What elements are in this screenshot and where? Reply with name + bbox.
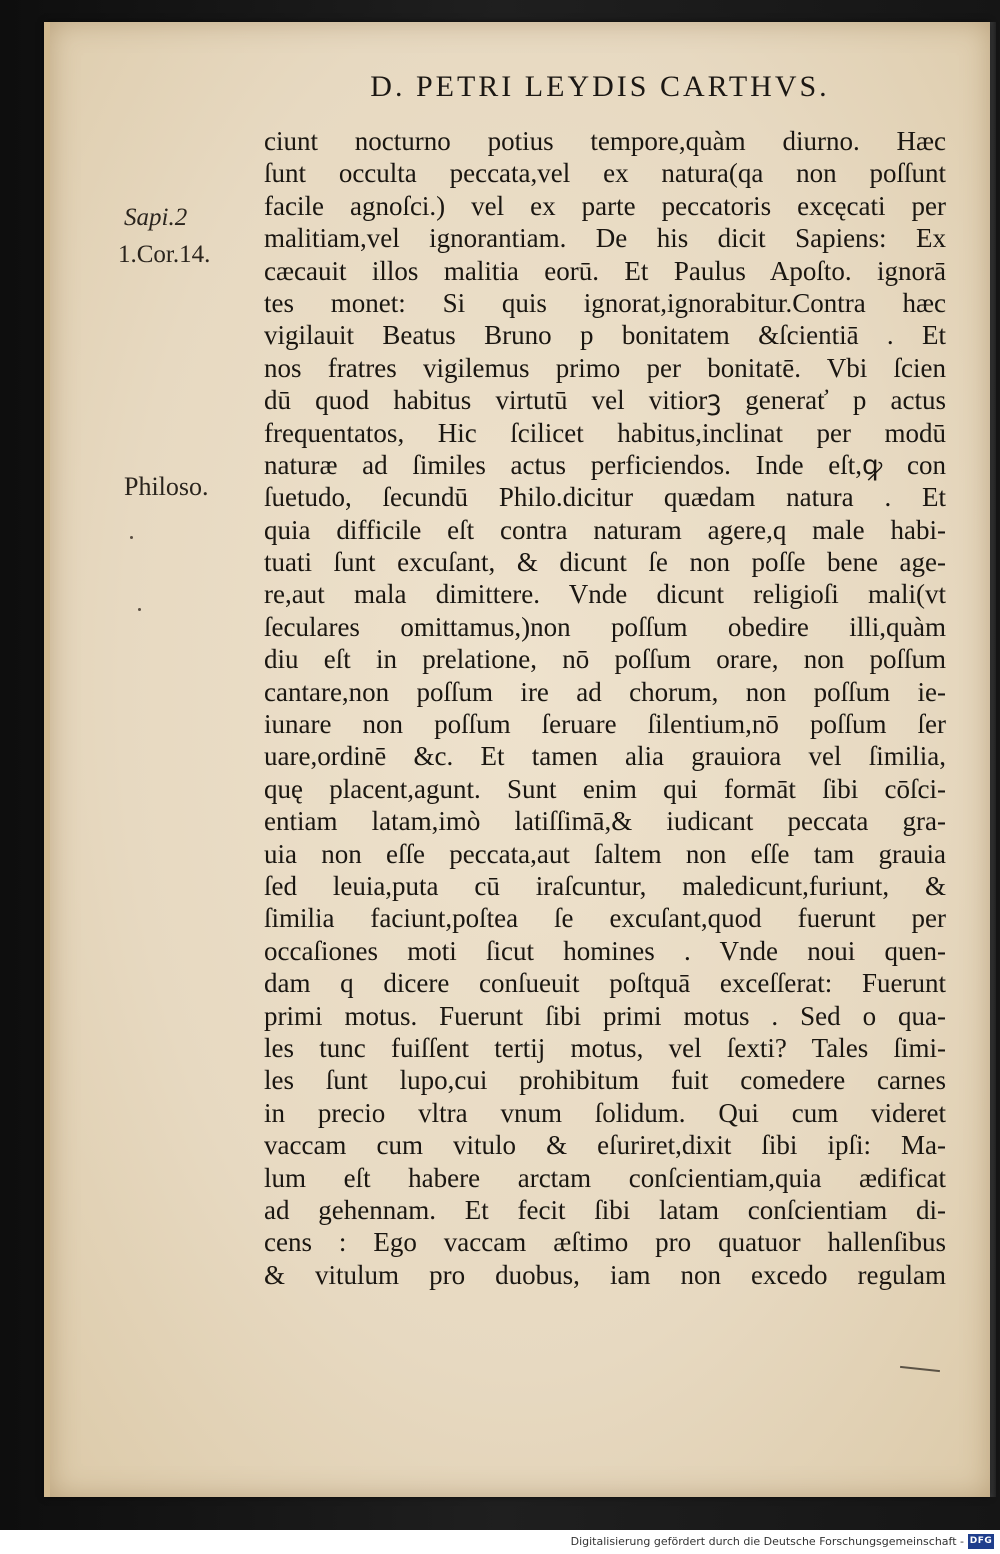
text-line: ad gehennam. Et fecit ſibi latam conſcientiam di- [264,1194,946,1225]
text-line: malitiam,vel ignorantiam. De his dicit Sapiens: Ex [264,223,946,254]
text-line: & vitulum pro duobus, iam non excedo regulam [264,1259,946,1290]
text-line: uia non eſſe peccata,aut ſaltem non eſſe tam grauia [264,838,946,869]
funding-credit: Digitalisierung gefördert durch die Deutsche Forschungsgemeinschaft - [570,1535,964,1548]
text-line: dam q dicere conſueuit poſtquā exceſſerat: Fuerunt [264,968,946,999]
text-line: ſeculares omittamus,)non poſſum obedire illi,quàm [264,611,946,642]
text-line: in precio vltra vnum ſolidum. Qui cum videret [264,1097,946,1128]
text-line: ciunt nocturno potius tempore,quàm diurno. Hæc [264,126,946,156]
text-line: vigilauit Beatus Bruno p bonitatem &ſcientiā . Et [264,320,946,351]
text-line: occaſiones moti ſicut homines . Vnde noui quen- [264,935,946,966]
text-line: ſunt occulta peccata,vel ex natura(qa non poſſunt [264,158,946,189]
text-line: uare,ordinē &c. Et tamen alia grauiora vel ſimilia, [264,741,946,772]
text-line: dū quod habitus virtutū vel vitiorꝫ generať p actus [264,385,946,416]
text-line: re,aut mala dimittere. Vnde dicunt religioſi mali(vt [264,579,946,610]
ink-dot-mark [130,536,133,539]
text-line: quia difficile eſt contra naturam agere,q male habi- [264,514,946,545]
text-line: frequentatos, Hic ſcilicet habitus,inclinat per modū [264,417,946,448]
text-line: tes monet: Si quis ignorat,ignorabitur.Contra hæc [264,287,946,318]
text-line: facile agnoſci.) vel ex parte peccatoris excęcati per [264,190,946,221]
footer-bar [0,1530,1000,1554]
text-line: naturæ ad ſimiles actus perficiendos. Inde eſt,ꝙ con [264,449,946,480]
marginal-note-sapi: Sapi.2 [124,204,188,231]
text-line: entiam latam,imò latiſſimā,& iudicant peccata gra- [264,806,946,837]
text-line: diu eſt in prelatione, nō poſſum orare, non poſſum [264,644,946,675]
text-line: tuati ſunt excuſant, & dicunt ſe non poſſe bene age- [264,547,946,578]
dfg-logo: DFG [968,1534,994,1549]
text-line: cæcauit illos malitia eorū. Et Paulus Apoſto. ignorā [264,255,946,286]
text-line: lum eſt habere arctam conſcientiam,quia ædificat [264,1162,946,1193]
text-line: vaccam cum vitulo & eſuriret,dixit ſibi ipſi: Ma- [264,1130,946,1161]
text-line: iunare non poſſum ſeruare ſilentium,nō poſſum ſer [264,709,946,740]
text-line: cens : Ego vaccam æſtimo pro quatuor hallenſibus [264,1227,946,1258]
ink-dot-mark [138,608,141,611]
marginal-note-philo: Philoso. [124,472,209,501]
text-line: ſed leuia,puta cū iraſcuntur, maledicunt,furiunt, & [264,870,946,901]
text-line: ſimilia faciunt,poſtea ſe excuſant,quod fuerunt per [264,903,946,934]
text-line: primi motus. Fuerunt ſibi primi motus . Sed o qua- [264,1000,946,1031]
running-head: D. PETRI LEYDIS CARTHVS. [370,70,830,103]
text-line: les ſunt lupo,cui prohibitum fuit comedere carnes [264,1065,946,1096]
text-line: les tunc fuiſſent tertij motus, vel ſexti? Tales ſimi- [264,1032,946,1063]
text-line: quę placent,agunt. Sunt enim qui formāt ſibi cōſci- [264,773,946,804]
text-line: nos fratres vigilemus primo per bonitatē. Vbi ſcien [264,352,946,383]
text-line: cantare,non poſſum ire ad chorum, non poſſum ie- [264,676,946,707]
main-text-block [264,125,946,1291]
text-line: ſuetudo, ſecundū Philo.dicitur quædam natura . Et [264,482,946,513]
marginal-note-cor: 1.Cor.14. [118,241,211,268]
